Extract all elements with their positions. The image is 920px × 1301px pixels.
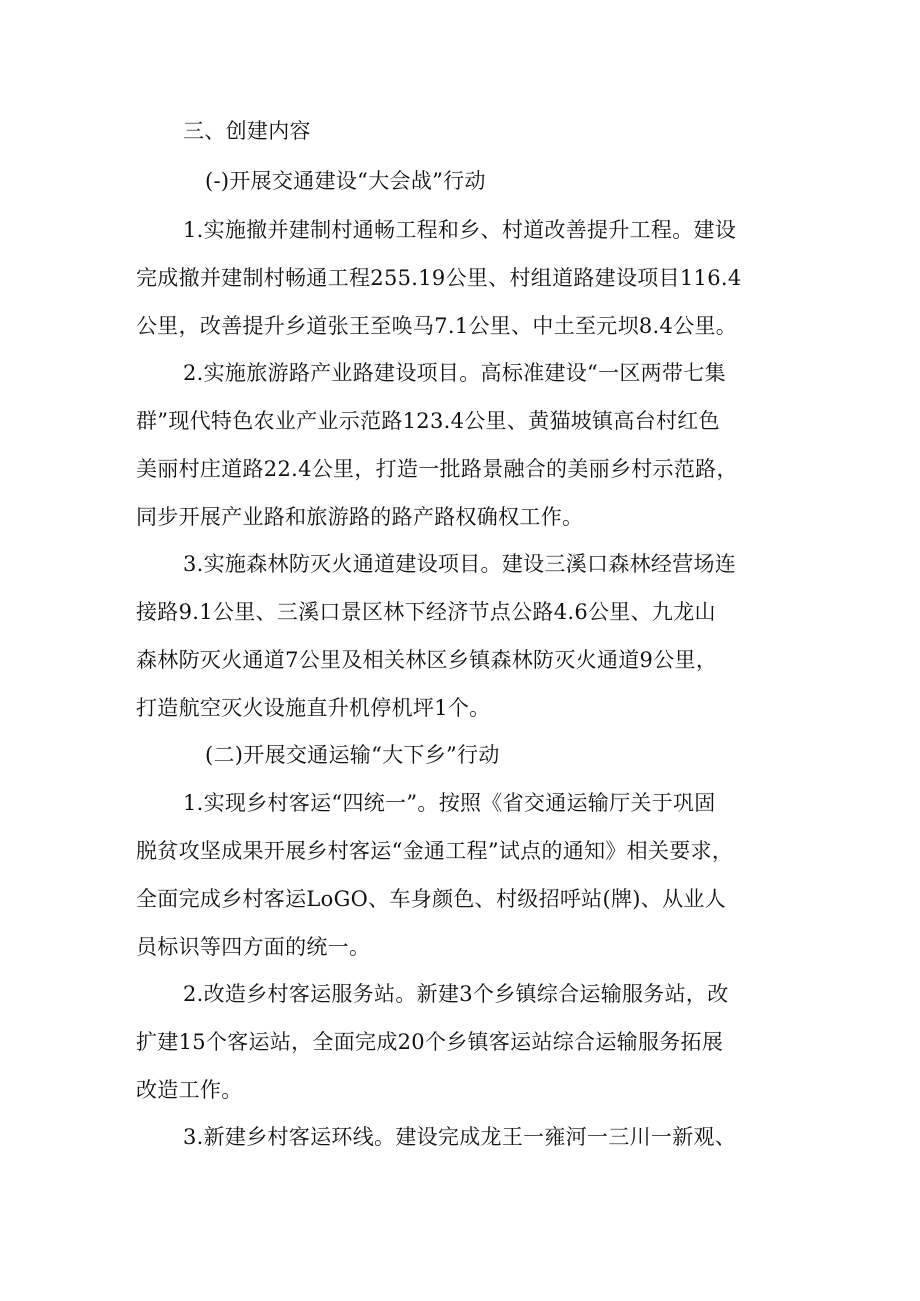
paragraph-1-1-line-1: 1.实施撤并建制村通畅工程和乡、村道改善提升工程。建设: [183, 218, 737, 242]
paragraph-1-3-line-2: 接路9.1公里、三溪口景区林下经济节点公路4.6公里、九龙山: [136, 600, 716, 624]
paragraph-1-3-line-3: 森林防灭火通道7公里及相关林区乡镇森林防灭火通道9公里，: [136, 648, 718, 672]
section-heading: 三、创建内容: [183, 119, 311, 143]
paragraph-1-2-line-1: 2.实施旅游路产业路建设项目。高标准建设“一区两带七集: [183, 361, 726, 385]
paragraph-1-3-line-1: 3.实施森林防灭火通道建设项目。建设三溪口森林经营场连: [183, 552, 737, 576]
paragraph-1-2-line-3: 美丽村庄道路22.4公里，打造一批路景融合的美丽乡村示范路，: [136, 457, 738, 481]
paragraph-2-1-line-2: 脱贫攻坚成果开展乡村客运“金通工程”试点的通知》相关要求，: [136, 839, 734, 863]
subsection-heading-1: (-)开展交通建设“大会战”行动: [205, 169, 486, 193]
paragraph-2-2-line-1: 2.改造乡村客运服务站。新建3个乡镇综合运输服务站，改: [183, 982, 729, 1006]
paragraph-2-1-line-4: 员标识等四方面的统一。: [136, 935, 371, 959]
paragraph-2-3-line-1: 3.新建乡村客运环线。建设完成龙王一雍河一三川一新观、: [183, 1125, 737, 1149]
paragraph-1-2-line-4: 同步开展产业路和旅游路的路产路权确权工作。: [136, 505, 584, 529]
paragraph-1-1-line-3: 公里，改善提升乡道张王至唤马7.1公里、中土至元坝8.4公里。: [136, 314, 738, 338]
paragraph-2-2-line-2: 扩建15个客运站，全面完成20个乡镇客运站综合运输服务拓展: [136, 1030, 724, 1054]
subsection-heading-2: (二)开展交通运输“大下乡”行动: [205, 743, 500, 767]
paragraph-2-2-line-3: 改造工作。: [136, 1078, 243, 1102]
paragraph-2-1-line-1: 1.实现乡村客运“四统一”。按照《省交通运输厅关于巩固: [183, 791, 716, 815]
paragraph-1-1-line-2: 完成撤并建制村畅通工程255.19公里、村组道路建设项目116.4: [136, 266, 742, 290]
paragraph-1-2-line-2: 群”现代特色农业产业示范路123.4公里、黄猫坡镇高台村红色: [136, 409, 720, 433]
paragraph-1-3-line-4: 打造航空灭火设施直升机停机坪1个。: [136, 696, 491, 720]
paragraph-2-1-line-3: 全面完成乡村客运LoGO、车身颜色、村级招呼站(牌)、从业人: [136, 887, 726, 911]
